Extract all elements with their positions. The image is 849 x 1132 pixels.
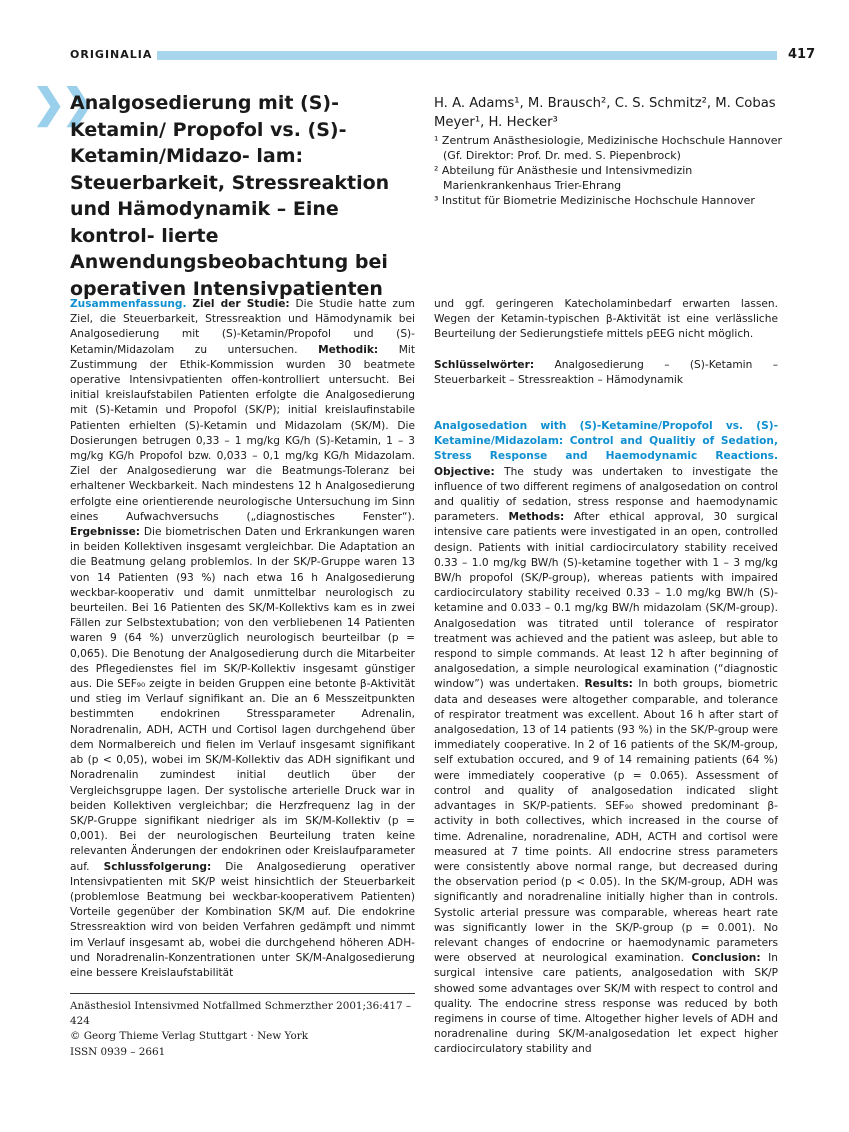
affiliation-list bbox=[434, 133, 784, 208]
affiliation-2: ² Abteilung für Anästhesie und Intensivmedizin Marienkrankenhaus Trier-Ehrang bbox=[434, 164, 693, 192]
abstract-english bbox=[434, 419, 778, 1058]
section-label: ORIGINALIA bbox=[70, 48, 153, 61]
methods-en-label: Methods: bbox=[508, 511, 565, 524]
conclusion-en-label: Conclusion: bbox=[691, 952, 761, 965]
keywords-label: Schlüsselwörter: bbox=[434, 358, 535, 371]
aim-label: Ziel der Studie: bbox=[192, 298, 290, 310]
footer-citation bbox=[70, 993, 415, 1060]
conclusion-continuation: und ggf. geringeren Katecholaminbedarf erwarten lassen. Wegen der Ketamin-typischen β-Aktivität ist eine verlässliche Beurteilung der Sedierungstiefe mittels pEEG nicht möglich. bbox=[434, 298, 778, 341]
results-en-label: Results: bbox=[584, 678, 633, 691]
abstract-german bbox=[70, 297, 415, 981]
results-en-text: In both groups, biometric data and deseases were altogether comparable, and tolerance of respirator treatment was excellent. About 16 h after start of analgosedation, 13 of 14 patients (93 %) in the SK/P-group were immediately cooperative. In 2 of 16 patients of the SK/M-group, self extubation occured, and 9 of 14 remaining patients (64 %) were immediately cooperative (p = 0.065). Assessment of control and quality of analgosedation indicated slight advantages in SK/P-patients. SEF₉₀ showed predominant β-activity in both collectives, which increased in the course of time. Adrenaline, noradrenaline, ADH, ACTH and cortisol were measured at 7 time points. All endocrine stress parameters were consistently above normal range, but decreased during the observation period (p < 0.05). In the SK/M-group, ADH was significantly and noradrenaline initially higher than in controls. Systolic arterial pressure was comparable, whereas heart rate was significantly lower in the SK/P-group (p = 0.001). No relevant changes of endocrine or haemodynamic parameters were observed at neurological examination. bbox=[434, 678, 778, 965]
objective-label: Objective: bbox=[434, 465, 495, 478]
objective-text: The study was undertaken to investigate the influence of two different regimens of analgosedation on control and qualitiy of sedation, stress response and haemodynamic parameters. bbox=[434, 465, 779, 524]
right-column bbox=[434, 297, 778, 1058]
methods-text: Mit Zustimmung der Ethik-Kommission wurden 30 beatmete operative Intensivpatienten offen-kontrolliert untersucht. Bei initial kreislaufstabilen Patienten erfolgte die Analgosedierung mit (S)-Ketamin und Propofol (SK/P); initial kreislaufinstabile Patienten erhielten (S)-Ketamin und Midazolam (SK/M). Die Dosierungen betrugen 0,33 – 1 mg/kg KG/h (S)-Ketamin, 1 – 3 mg/kg KG/h Propofol bzw. 0,033 – 0,1 mg/kg KG/h Midazolam. Ziel der Analgosedierung war die Beatmungs-Toleranz bei erhaltener Weckbarkeit. Nach mindestens 12 h Analgosedierung erfolgte eine orientierende neurologische Untersuchung im Sinn eines Aufwachversuchs („diagnostisches Fenster“). bbox=[70, 343, 415, 523]
methods-en-text: After ethical approval, 30 surgical intensive care patients were investigated in an open, controlled design. Patients with initial cardiocirculatory stability received 0.33 – 1.0 mg/kg BW/h (S)-ketamine together with 1 – 3 mg/kg BW/h propofol (SK/P-group), whereas patients with impaired cardiocirculatory stability received 0.33 – 1.0 mg/kg BW/h (S)-ketamine and 0.033 – 0.1 mg/kg BW/h midazolam (SK/M-group). Analgosedation was titrated until tolerance of respirator treatment was achieved and the patient was asleep, but able to respond to simple commands. At least 12 h after beginning of analgosedation, a simple neurological examination (“diagnostic window”) was undertaken. bbox=[434, 511, 779, 691]
english-heading: Analgosedation with (S)-Ketamine/Propofol vs. (S)-Ketamine/Midazolam: Control and Qualitiy of Sedation, Stress Response and Haemodynamic Reactions. bbox=[434, 420, 778, 463]
affiliation-3: ³ Institut für Biometrie Medizinische Hochschule Hannover bbox=[434, 194, 755, 207]
aim-text: Die Studie hatte zum Ziel, die Steuerbarkeit, Stressreaktion und Hämodynamik bei Analgosedierung mit (S)-Ketamin/Propofol und (S)-Ketamin/Midazolam zu untersuchen. bbox=[70, 298, 415, 356]
header-bar bbox=[157, 51, 777, 60]
publisher: © Georg Thieme Verlag Stuttgart · New York bbox=[70, 1030, 309, 1043]
abstract-heading: Zusammenfassung. bbox=[70, 298, 187, 310]
results-text: Die biometrischen Daten und Erkrankungen waren in beiden Kollektiven insgesamt vergleichbar. Die Adaptation an die Beatmung gelang problemlos. In der SK/P-Gruppe waren 13 von 14 Patienten (93 %) nach etwa 16 h Analgosedierung weckbar-kooperativ und damit unmittelbar neurologisch zu beurteilen. Bei 16 Patienten des SK/M-Kollektivs kam es in zwei Fällen zur Selbstextubation; von den verbliebenen 14 Patienten waren 9 (64 %) unverzüglich neurologisch beurteilbar (p = 0,065). Die Benotung der Analgosedierung durch die Mitarbeiter des Pflegedienstes fiel im SK/P-Kollektiv insgesamt günstiger aus. Die SEF₉₀ zeigte in beiden Gruppen eine betonte β-Aktivität und stieg im Verlauf signifikant an. Die an 6 Messzeitpunkten bestimmten endokrinen Stressparameter Adrenalin, Noradrenalin, ADH, ACTH und Cortisol lagen durchgehend über dem Normalbereich und fielen im Verlauf insgesamt signifikant ab (p < 0,05), wobei im SK/M-Kollektiv das ADH signifikant und Noradrenalin zumindest initial deutlich über der Vergleichsgruppe lagen. Der systolische arterielle Druck war in beiden Kollektiven vergleichbar; die Herzfrequenz lag in der SK/P-Gruppe signifikant niedriger als im SK/M-Kollektiv (p = 0,001). Bei der neurologischen Beurteilung traten keine relevanten Änderungen der endokrinen oder Kreislaufparameter auf. bbox=[70, 526, 416, 873]
affiliation-1: ¹ Zentrum Anästhesiologie, Medizinische Hochschule Hannover (Gf. Direktor: Prof. Dr. med. S. Piepenbrock) bbox=[434, 134, 783, 162]
results-label: Ergebnisse: bbox=[70, 526, 141, 539]
article-title: Analgosedierung mit (S)-Ketamin/ Propofol vs. (S)-Ketamin/Midazo- lam: Steuerbarkeit, Stressreaktion und Hämodynamik – Eine kontrol- lierte Anwendungsbeobachtung bei operativen Intensivpatienten bbox=[70, 92, 390, 300]
author-list: H. A. Adams¹, M. Brausch², C. S. Schmitz², M. Cobas Meyer¹, H. Hecker³ bbox=[434, 96, 776, 130]
issn: ISSN 0939 – 2661 bbox=[70, 1045, 166, 1058]
keywords bbox=[434, 358, 778, 388]
conclusion-text: Die Analgosedierung operativer Intensivpatienten mit SK/P weist hinsichtlich der Steuerbarkeit (problemlose Beatmung bei weckbar-kooperativem Patienten) Vorteile gegenüber der Kombination SK/M auf. Die endokrine Stressreaktion wird von beiden Verfahren gedämpft und nimmt im Verlauf insgesamt ab, wobei die durchgehend höheren ADH- und Noradrenalin-Konzentrationen unter SK/M-Analgosedierung eine bessere Kreislaufstabilität bbox=[70, 860, 416, 979]
page-number: 417 bbox=[788, 47, 816, 62]
journal-citation: Anästhesiol Intensivmed Notfallmed Schmerzther 2001;36:417 – 424 bbox=[70, 1000, 412, 1028]
quote-mark-icon: ❯❯ bbox=[32, 80, 92, 127]
conclusion-en-text: In surgical intensive care patients, analgosedation with SK/P showed some advantages over SK/M with respect to control and quality. The endocrine stress response was reduced by both regimens in course of time. Altogether higher levels of ADH and noradrenaline during SK/M-analgosedation let expect higher cardiocirculatory stability and bbox=[434, 952, 779, 1056]
methods-label: Methodik: bbox=[318, 343, 379, 356]
conclusion-label: Schlussfolgerung: bbox=[103, 860, 212, 873]
keywords-text: Analgosedierung – (S)-Ketamin – Steuerbarkeit – Stressreaktion – Hämodynamik bbox=[434, 358, 779, 386]
